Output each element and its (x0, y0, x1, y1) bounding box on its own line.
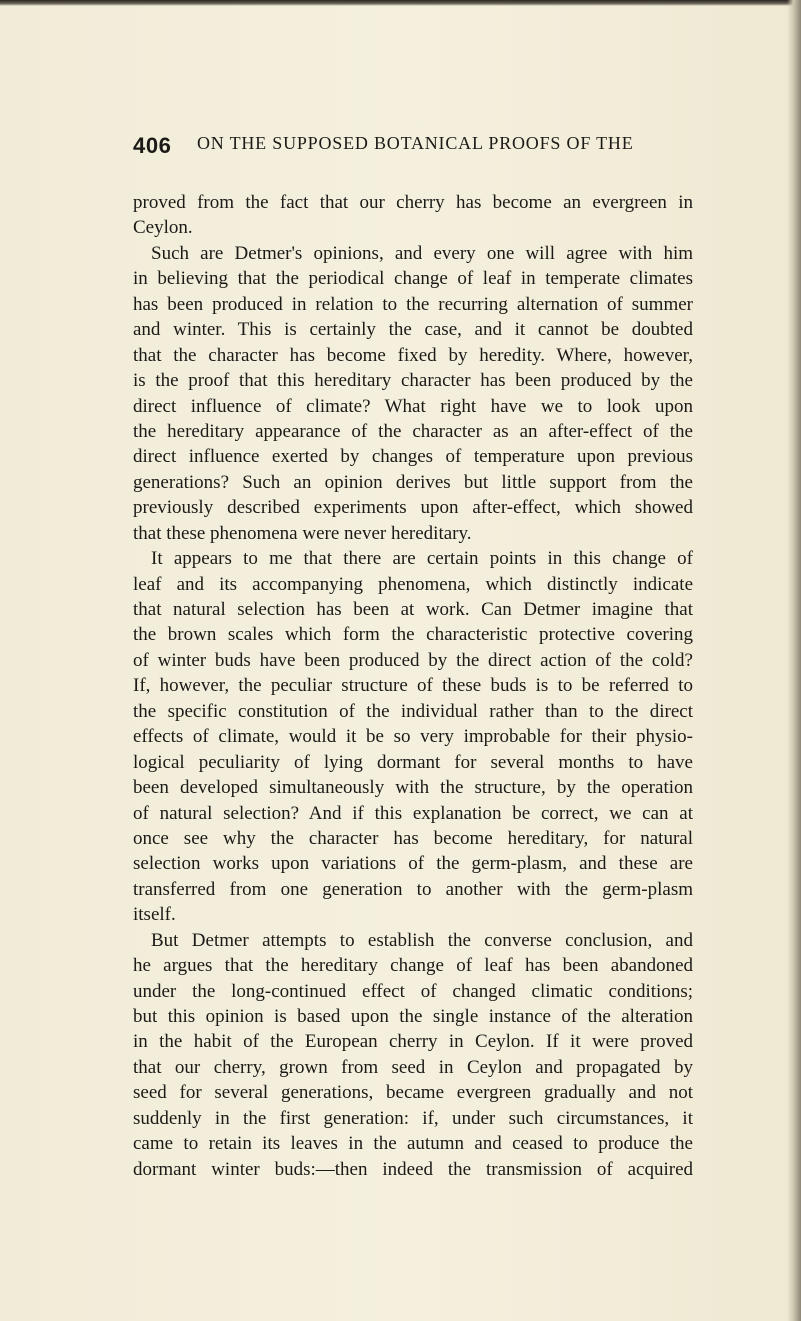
text-line: once see why the character has become hereditary, for natural (133, 827, 693, 849)
text-line: under the long-continued effect of changed climatic conditions; (133, 980, 693, 1002)
running-title: ON THE SUPPOSED BOTANICAL PROOFS OF THE (197, 133, 634, 153)
text-line: suddenly in the first generation: if, under such circumstances, it (133, 1107, 693, 1129)
text-line: It appears to me that there are certain points in this change of (151, 548, 693, 570)
text-line: direct influence of climate? What right have we to look upon (133, 395, 693, 417)
text-line: that our cherry, grown from seed in Ceylon and propagated by (133, 1056, 693, 1078)
text-line: If, however, the peculiar structure of these buds is to be referred to (133, 675, 693, 697)
text-line: itself. (133, 904, 176, 926)
text-line: he argues that the hereditary change of leaf has been abandoned (133, 955, 693, 977)
text-line: of natural selection? And if this explanation be correct, we can at (133, 802, 693, 824)
text-line: in believing that the periodical change of leaf in temperate climates (133, 268, 693, 290)
text-line: logical peculiarity of lying dormant for several months to have (133, 751, 693, 773)
text-line: that the character has become fixed by heredity. Where, however, (133, 344, 693, 366)
text-line: Such are Detmer's opinions, and every one will agree with him (151, 242, 693, 264)
text-line: that natural selection has been at work. Can Detmer imagine that (133, 599, 693, 620)
text-line: generations? Such an opinion derives but little support from the (133, 471, 693, 493)
text-line: the hereditary appearance of the character as an after-effect of the (133, 420, 693, 442)
text-line: effects of climate, would it be so very improbable for their physio- (133, 726, 693, 748)
text-line: leaf and its accompanying phenomena, which distinctly indicate (133, 573, 693, 595)
text-line: selection works upon variations of the germ-plasm, and these are (133, 853, 693, 875)
text-line: the specific constitution of the individual rather than to the direct (133, 700, 693, 722)
page-right-edge (787, 0, 801, 1321)
text-line: and winter. This is certainly the case, and it cannot be doubted (133, 319, 693, 341)
text-line: been developed simultaneously with the structure, by the operation (133, 777, 693, 799)
page-number: 406 (133, 133, 172, 158)
text-line: seed for several generations, became evergreen gradually and not (133, 1082, 693, 1104)
text-line: proved from the fact that our cherry has become an evergreen in (133, 192, 693, 213)
text-line: in the habit of the European cherry in Ceylon. If it were proved (133, 1031, 693, 1053)
text-line: transferred from one generation to another with the germ-plasm (133, 878, 693, 900)
text-line: is the proof that this hereditary character has been produced by the (133, 370, 693, 392)
text-line: has been produced in relation to the recurring alternation of summer (133, 293, 693, 315)
text-line: dormant winter buds:—then indeed the transmission of acquired (133, 1158, 693, 1180)
text-line: But Detmer attempts to establish the converse conclusion, and (151, 929, 693, 951)
text-line: direct influence exerted by changes of temperature upon previous (133, 446, 693, 468)
text-line: Ceylon. (133, 217, 193, 239)
text-line: the brown scales which form the characteristic protective covering (133, 624, 693, 646)
running-head (133, 130, 693, 160)
page-top-edge (0, 0, 801, 6)
text-line: previously described experiments upon after-effect, which showed (133, 497, 693, 519)
text-line: but this opinion is based upon the single instance of the alteration (133, 1006, 693, 1027)
text-line: of winter buds have been produced by the direct action of the cold? (133, 649, 693, 671)
text-line: that these phenomena were never hereditary. (133, 522, 472, 544)
body-text (133, 190, 693, 1182)
text-line: came to retain its leaves in the autumn and ceased to produce the (133, 1133, 693, 1155)
